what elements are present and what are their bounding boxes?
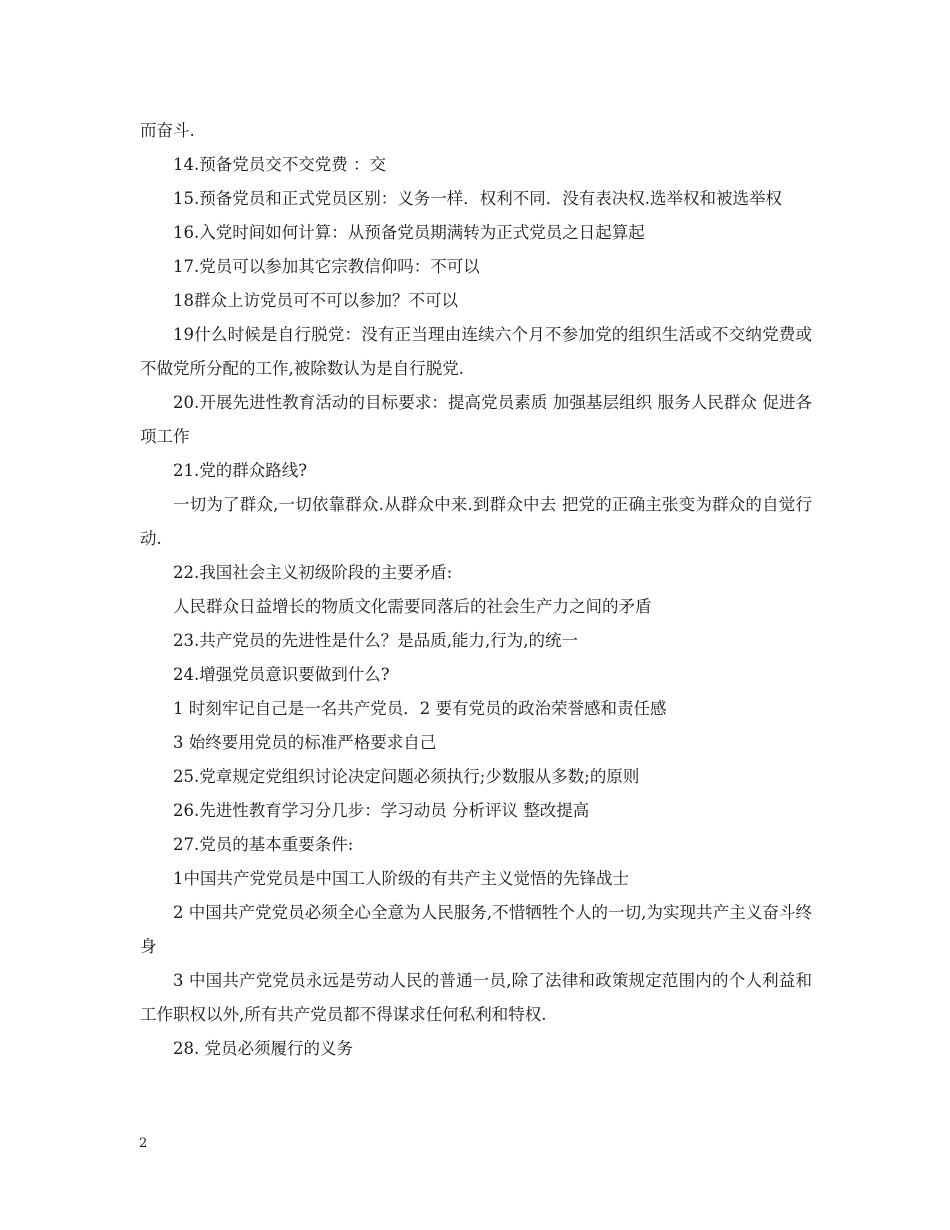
paragraph: 21.党的群众路线?	[173, 461, 308, 480]
document-body	[140, 114, 812, 1066]
paragraph: 16.入党时间如何计算：从预备党员期满转为正式党员之日起算起	[173, 223, 645, 242]
paragraph: 25.党章规定党组织讨论决定问题必须执行;少数服从多数;的原则	[173, 767, 640, 786]
paragraph: 17.党员可以参加其它宗教信仰吗：不可以	[173, 257, 480, 276]
paragraph: 18群众上访党员可不可以参加？不可以	[173, 291, 458, 310]
paragraph: 14.预备党员交不交党费 ：交	[173, 155, 386, 174]
paragraph: 15.预备党员和正式党员区别：义务一样．权利不同．没有表决权.选举权和被选举权	[173, 189, 782, 208]
paragraph: 28. 党员必须履行的义务	[173, 1039, 353, 1058]
paragraph: 3 中国共产党党员永远是劳动人民的普通一员,除了法律和政策规定范围内的个人利益和工作职权以外,所有共产党员都不得谋求任何私利和特权.	[140, 971, 812, 1024]
paragraph: 一切为了群众,一切依靠群众.从群众中来.到群众中去 把党的正确主张变为群众的自觉行动.	[140, 495, 812, 548]
paragraph: 人民群众日益增长的物质文化需要同落后的社会生产力之间的矛盾	[173, 597, 652, 616]
paragraph: 而奋斗.	[140, 121, 195, 140]
paragraph: 2 中国共产党党员必须全心全意为人民服务,不惜牺牲个人的一切,为实现共产主义奋斗终身	[140, 903, 812, 956]
paragraph: 22.我国社会主义初级阶段的主要矛盾:	[173, 563, 453, 582]
paragraph: 3 始终要用党员的标准严格要求自己	[173, 733, 437, 752]
paragraph: 19什么时候是自行脱党：没有正当理由连续六个月不参加党的组织生活或不交纳党费或不做党所分配的工作,被除数认为是自行脱党.	[140, 325, 812, 378]
paragraph: 23.共产党员的先进性是什么？是品质,能力,行为,的统一	[173, 631, 578, 650]
paragraph: 1中国共产党党员是中国工人阶级的有共产主义觉悟的先锋战士	[173, 869, 629, 888]
paragraph: 27.党员的基本重要条件:	[173, 835, 354, 854]
paragraph: 1 时刻牢记自己是一名共产党员．2 要有党员的政治荣誉感和责任感	[173, 699, 667, 718]
paragraph: 24.增强党员意识要做到什么?	[173, 665, 390, 684]
paragraph: 26.先进性教育学习分几步：学习动员 分析评议 整改提高	[173, 801, 590, 820]
page-number: 2	[139, 1136, 148, 1151]
paragraph: 20.开展先进性教育活动的目标要求：提高党员素质 加强基层组织 服务人民群众 促进各项工作	[140, 393, 812, 446]
